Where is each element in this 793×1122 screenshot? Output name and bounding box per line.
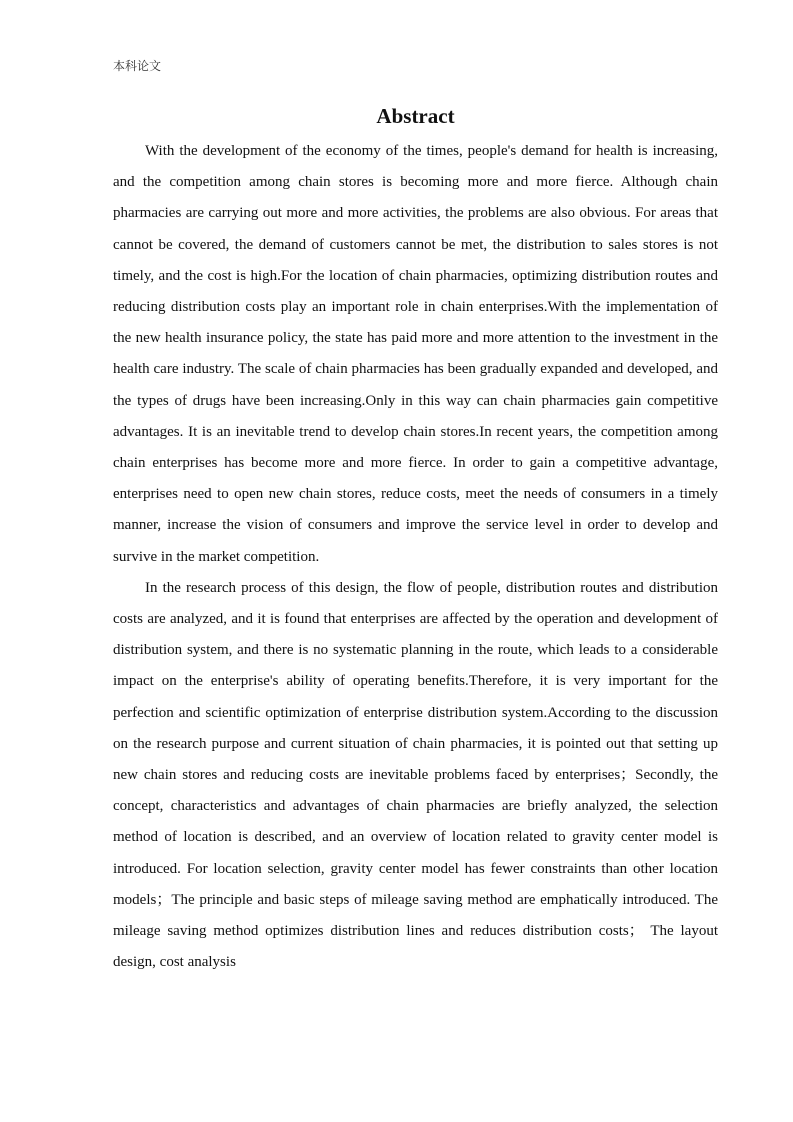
abstract-paragraph-1: With the development of the economy of the times, people's demand for health is increasing, and the competition among chain stores is becoming more and more fierce. Although chain pharmacies are carrying out more and more activities, the problems are also obvious. For areas that cannot be covered, the demand of customers cannot be met, the distribution to sales stores is not timely, and the cost is high.For the location of chain pharmacies, optimizing distribution routes and reducing distribution costs play an important role in chain enterprises.With the implementation of the new health insurance policy, the state has paid more and more attention to the investment in the health care industry. The scale of chain pharmacies has been gradually expanded and developed, and the types of drugs have been increasing.Only in this way can chain pharmacies gain competitive advantages. It is an inevitable trend to develop chain stores.In recent years, the competition among chain enterprises has become more and more fierce. In order to gain a competitive advantage, enterprises need to open new chain stores, reduce costs, meet the needs of consumers in a timely manner, increase the vision of consumers and improve the service level in order to develop and survive in the market competition. [113, 143, 718, 565]
abstract-paragraph-2: In the research process of this design, the flow of people, distribution routes and distribution costs are analyzed, and it is found that enterprises are affected by the operation and development of distribution system, and there is no systematic planning in the route, which leads to a considerable impact on the enterprise's ability of operating benefits.Therefore, it is very important for the perfection and scientific optimization of enterprise distribution system.According to the discussion on the research purpose and current situation of chain pharmacies, it is pointed out that setting up new chain stores and reducing costs are inevitable problems faced by enterprises；Secondly, the concept, characteristics and advantages of chain pharmacies are briefly analyzed, the selection method of location is described, and an overview of location related to gravity center model is introduced. For location selection, gravity center model has fewer constraints than other location models；The principle and basic steps of mileage saving method are emphatically introduced. The mileage saving method optimizes distribution lines and reduces distribution costs； The layout design, cost analysis [113, 579, 718, 971]
abstract-body [113, 136, 718, 978]
running-header: 本科论文 [113, 59, 162, 73]
page-title: Abstract [376, 104, 455, 128]
